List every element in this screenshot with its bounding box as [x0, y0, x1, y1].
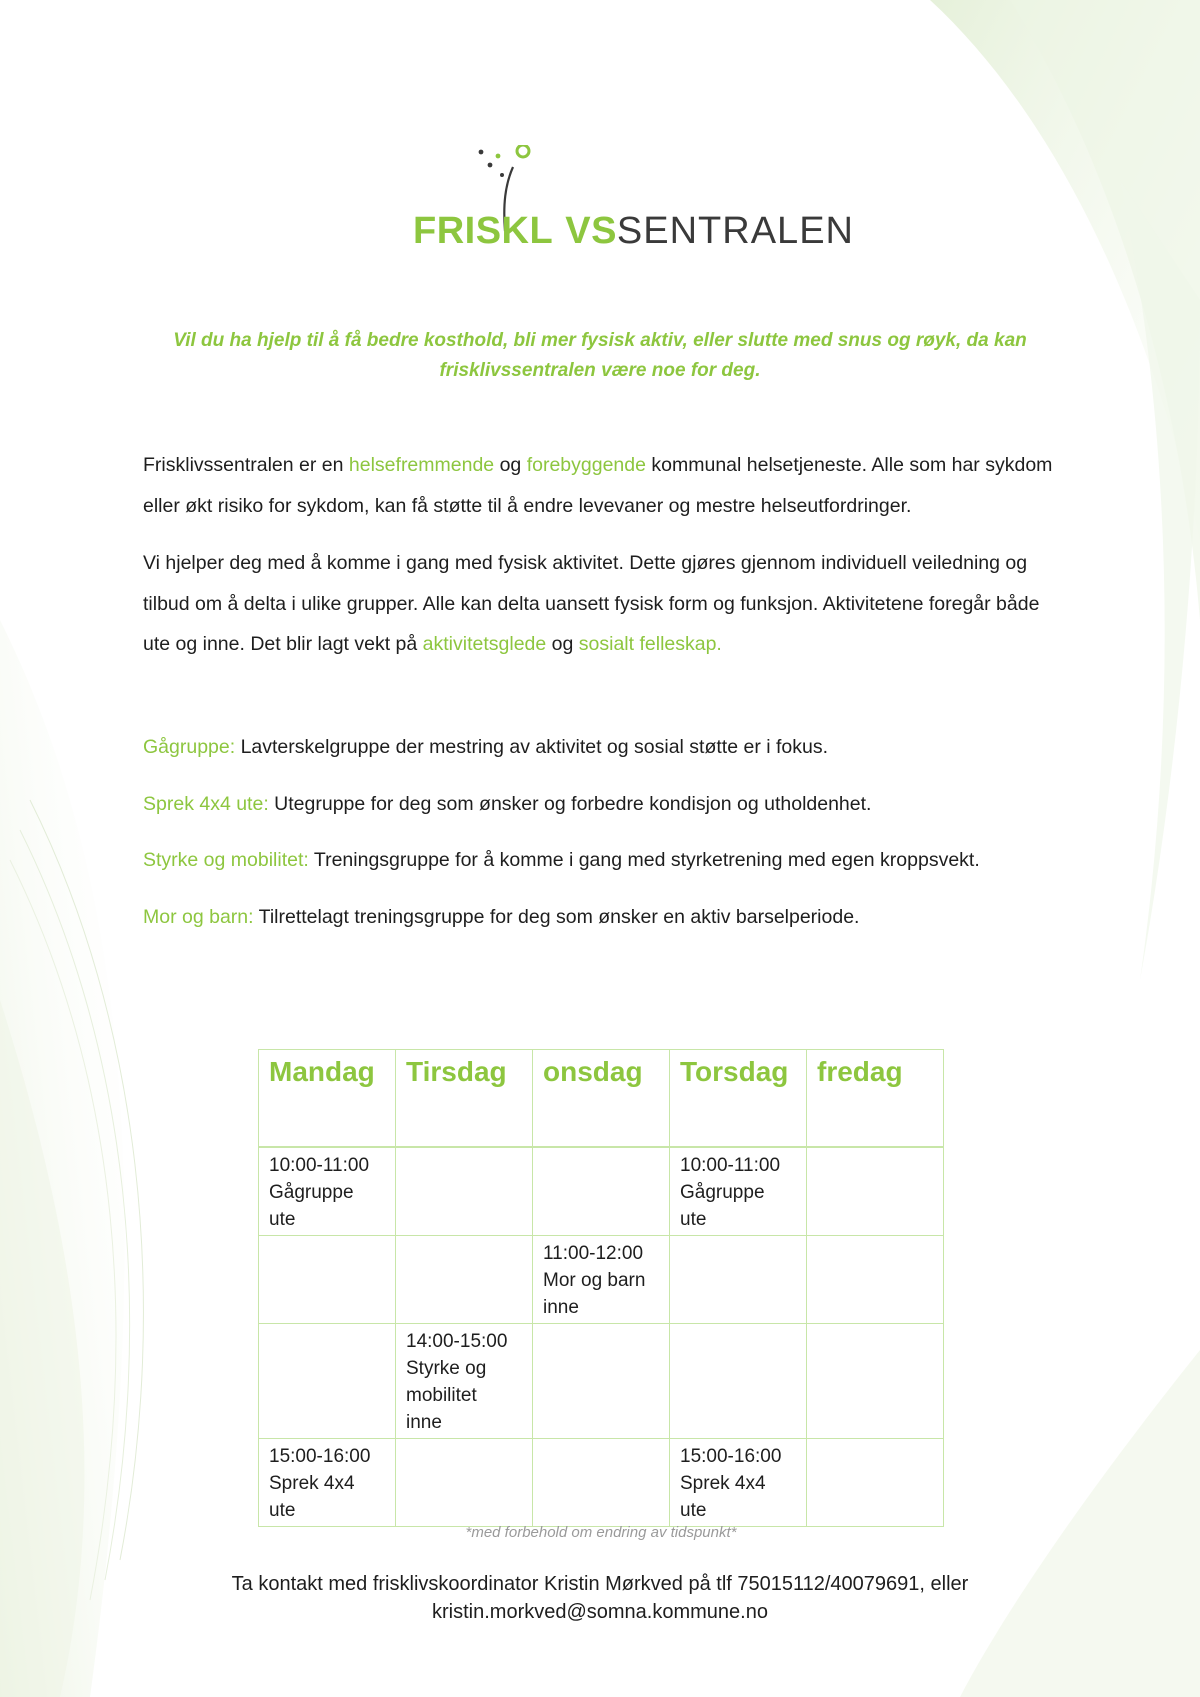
schedule-empty-cell: [807, 1147, 944, 1236]
highlight-forebyggende: forebyggende: [526, 454, 646, 476]
highlight-aktivitetsglede: aktivitetsglede: [422, 633, 547, 655]
weekly-schedule-table: [258, 1049, 944, 1527]
schedule-row: [259, 1324, 944, 1439]
session-place: ute: [269, 1500, 296, 1521]
paragraph-text: Frisklivssentralen er en: [143, 454, 349, 476]
contact-email: kristin.morkved@somna.kommune.no: [432, 1601, 768, 1623]
paragraph-text: og: [546, 633, 579, 655]
group-description-styrke: [143, 846, 1068, 874]
schedule-empty-cell: [533, 1324, 670, 1439]
schedule-session-cell: [670, 1147, 807, 1236]
schedule-empty-cell: [259, 1324, 396, 1439]
schedule-empty-cell: [807, 1236, 944, 1324]
schedule-session-cell: [396, 1324, 533, 1439]
session-name: Sprek 4x4: [269, 1473, 355, 1494]
session-time: 15:00-16:00: [269, 1446, 371, 1467]
logo-part-sentralen: SENTRALEN: [616, 210, 854, 252]
schedule-empty-cell: [396, 1147, 533, 1236]
schedule-footnote: *med forbehold om endring av tidspunkt*: [465, 1524, 737, 1541]
logo-part-vs: VS: [565, 210, 617, 252]
group-description-sprek: [143, 790, 1068, 818]
session-name: Styrke og mobilitet: [406, 1358, 487, 1406]
schedule-empty-cell: [670, 1236, 807, 1324]
highlight-helsefremmende: helsefremmende: [348, 454, 495, 476]
contact-line: Ta kontakt med frisklivskoordinator Kristin Mørkved på tlf 75015112/40079691, eller: [231, 1573, 969, 1595]
schedule-row: [259, 1236, 944, 1324]
schedule-row: [259, 1439, 944, 1527]
schedule-empty-cell: [533, 1439, 670, 1527]
paragraph-about: [143, 445, 1068, 526]
session-place: inne: [406, 1412, 442, 1433]
session-place: ute: [680, 1500, 707, 1521]
paragraph-activity: [143, 543, 1068, 665]
session-name: Gågruppe: [680, 1182, 765, 1203]
intro-question: Vil du ha hjelp til å få bedre kosthold, bli mer fysisk aktiv, eller slutte med snus og røyk, da kan frisklivssentralen være noe for deg.: [173, 330, 1027, 381]
group-label: Gågruppe:: [143, 736, 236, 758]
schedule-empty-cell: [259, 1236, 396, 1324]
session-time: 10:00-11:00: [269, 1155, 370, 1176]
session-place: ute: [269, 1209, 296, 1230]
schedule-session-cell: [259, 1439, 396, 1527]
schedule-session-cell: [259, 1147, 396, 1236]
group-label: Styrke og mobilitet:: [143, 849, 309, 871]
session-time: 14:00-15:00: [406, 1331, 508, 1352]
group-text: Lavterskelgruppe der mestring av aktivitet og sosial støtte er i fokus.: [235, 736, 829, 758]
schedule-empty-cell: [396, 1236, 533, 1324]
session-time: 11:00-12:00: [543, 1243, 644, 1264]
logo-part-frisk: FRISKL: [413, 210, 554, 252]
schedule-header-row: [259, 1050, 944, 1148]
schedule-empty-cell: [670, 1324, 807, 1439]
paragraph-text: kommunal helsetjeneste. Alle som har sykdom eller økt risiko for sykdom, kan få støtte til å endre levevaner og mestre helseutfordringer.: [143, 454, 1053, 517]
day-header-tuesday: Tirsdag: [396, 1050, 533, 1148]
group-text: Treningsgruppe for å komme i gang med styrketrening med egen kroppsvekt.: [308, 849, 980, 871]
day-header-monday: Mandag: [259, 1050, 396, 1148]
group-label: Mor og barn:: [143, 906, 254, 928]
day-header-wednesday: onsdag: [533, 1050, 670, 1148]
frisklivssentralen-logo: [405, 145, 854, 265]
session-place: inne: [543, 1297, 579, 1318]
session-time: 10:00-11:00: [680, 1155, 781, 1176]
group-text: Tilrettelagt treningsgruppe for deg som ønsker en aktiv barselperiode.: [253, 906, 860, 928]
schedule-empty-cell: [807, 1324, 944, 1439]
session-name: Sprek 4x4: [680, 1473, 766, 1494]
paragraph-text: Vi hjelper deg med å komme i gang med fysisk aktivitet. Dette gjøres gjennom individuell veiledning og tilbud om å delta i ulike grupper. Alle kan delta uansett fysisk form og funksjon. Aktivitetene foregår både ute og inne. Det blir lagt vekt på: [143, 552, 1040, 655]
group-description-gagruppe: [143, 733, 1068, 761]
session-place: ute: [680, 1209, 707, 1230]
group-text: Utegruppe for deg som ønsker og forbedre kondisjon og utholdenhet.: [268, 793, 872, 815]
session-name: Mor og barn: [543, 1270, 646, 1291]
group-label: Sprek 4x4 ute:: [143, 793, 269, 815]
schedule-session-cell: [670, 1439, 807, 1527]
contact-info: [150, 1570, 1050, 1626]
schedule-row: [259, 1147, 944, 1236]
day-header-thursday: Torsdag: [670, 1050, 807, 1148]
schedule-empty-cell: [533, 1147, 670, 1236]
schedule-empty-cell: [807, 1439, 944, 1527]
session-time: 15:00-16:00: [680, 1446, 782, 1467]
highlight-sosialt-felleskap: sosialt felleskap.: [578, 633, 722, 655]
session-name: Gågruppe: [269, 1182, 354, 1203]
group-description-mor-og-barn: [143, 903, 1068, 931]
paragraph-text: og: [494, 454, 527, 476]
day-header-friday: fredag: [807, 1050, 944, 1148]
schedule-empty-cell: [396, 1439, 533, 1527]
schedule-session-cell: [533, 1236, 670, 1324]
logo-wordmark: [413, 211, 854, 251]
